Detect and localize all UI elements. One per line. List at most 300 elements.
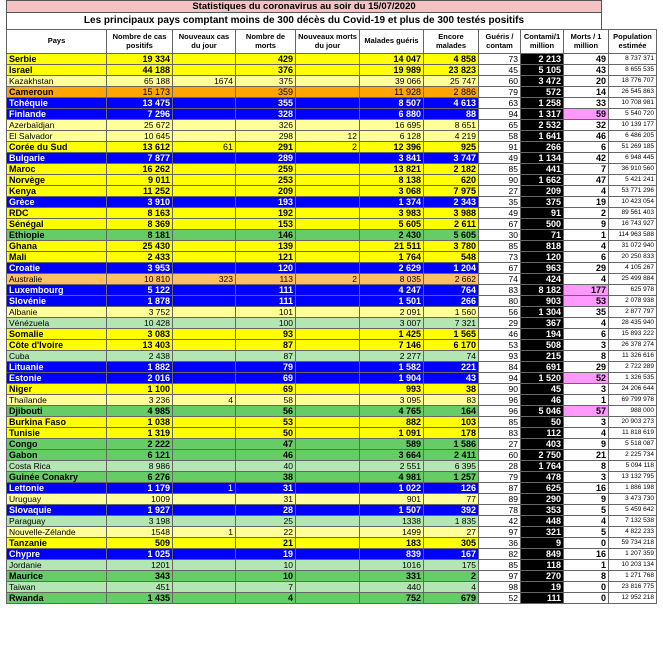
cell-cases-per-million: 963 [521,263,564,274]
cell-deaths: 87 [236,351,296,362]
table-row [7,494,657,505]
cell-still-sick: 1 204 [424,263,479,274]
table-row [7,197,657,208]
cell-cases: 10 428 [107,318,173,329]
table-row [7,351,657,362]
cell-deaths-per-million: 0 [564,582,609,593]
cell-new-cases [173,252,236,263]
cell-cases: 3 083 [107,329,173,340]
cell-cases-per-million: 46 [521,395,564,406]
cell-still-sick: 221 [424,362,479,373]
table-row [7,516,657,527]
cell-deaths-per-million: 7 [564,164,609,175]
cell-deaths-per-million: 4 [564,186,609,197]
cell-cases: 25 430 [107,241,173,252]
cell-country: Tunisie [7,428,107,439]
cell-still-sick: 4 219 [424,131,479,142]
cell-deaths: 139 [236,241,296,252]
cell-new-deaths [296,87,360,98]
cell-deaths: 101 [236,307,296,318]
cell-new-cases [173,439,236,450]
cell-deaths: 40 [236,461,296,472]
cell-cases-per-million: 266 [521,142,564,153]
cell-country: Paraguay [7,516,107,527]
cell-deaths-per-million: 9 [564,439,609,450]
cell-deaths: 253 [236,175,296,186]
cell-cases: 8 369 [107,219,173,230]
cell-new-cases [173,351,236,362]
cell-recovered-ratio: 74 [479,274,521,285]
cell-population: 24 206 644 [609,384,657,395]
cell-population: 988 000 [609,406,657,417]
cell-still-sick: 175 [424,560,479,571]
header-cases-per-million: Contami/1 million [521,30,564,54]
cell-recovered: 183 [360,538,424,549]
cell-country: Estonie [7,373,107,384]
cell-recovered: 4 765 [360,406,424,417]
cell-cases: 1 179 [107,483,173,494]
cell-population: 2 078 938 [609,296,657,307]
cell-cases: 10 645 [107,131,173,142]
cell-still-sick: 4 858 [424,54,479,65]
cell-recovered: 440 [360,582,424,593]
table-row [7,560,657,571]
table-row [7,87,657,98]
cell-deaths-per-million: 5 [564,527,609,538]
cell-recovered-ratio: 67 [479,263,521,274]
cell-still-sick: 2 611 [424,219,479,230]
cell-deaths-per-million: 49 [564,54,609,65]
cell-deaths: 100 [236,318,296,329]
cell-country: Cuba [7,351,107,362]
cell-recovered: 11 928 [360,87,424,98]
cell-still-sick: 3 988 [424,208,479,219]
cell-recovered-ratio: 29 [479,318,521,329]
cell-new-deaths [296,285,360,296]
table-row [7,384,657,395]
table-row [7,571,657,582]
cell-recovered-ratio: 49 [479,208,521,219]
cell-still-sick: 6 395 [424,461,479,472]
cell-deaths: 22 [236,527,296,538]
cell-new-cases [173,461,236,472]
table-row [7,505,657,516]
table-row [7,208,657,219]
cell-population: 5 518 087 [609,439,657,450]
cell-recovered: 8 035 [360,274,424,285]
cell-deaths: 31 [236,494,296,505]
cell-new-deaths [296,109,360,120]
cell-cases-per-million: 1 662 [521,175,564,186]
cell-population: 7 132 538 [609,516,657,527]
cell-recovered-ratio: 91 [479,142,521,153]
cell-new-deaths [296,318,360,329]
cell-recovered-ratio: 65 [479,120,521,131]
cell-cases: 1548 [107,527,173,538]
cell-deaths: 10 [236,571,296,582]
cell-recovered: 1 374 [360,197,424,208]
cell-recovered-ratio: 35 [479,197,521,208]
cell-deaths: 38 [236,472,296,483]
cell-country: Bulgarie [7,153,107,164]
cell-recovered: 2 277 [360,351,424,362]
cell-deaths: 111 [236,285,296,296]
cell-population: 16 743 927 [609,219,657,230]
cell-still-sick: 548 [424,252,479,263]
table-row [7,582,657,593]
cell-new-deaths [296,296,360,307]
cell-population: 8 737 371 [609,54,657,65]
table-row [7,417,657,428]
cell-country: Burkina Faso [7,417,107,428]
cell-cases: 1009 [107,494,173,505]
cell-deaths-per-million: 4 [564,428,609,439]
cell-population: 69 799 978 [609,395,657,406]
table-row [7,329,657,340]
cell-recovered-ratio: 85 [479,164,521,175]
cell-still-sick: 167 [424,549,479,560]
cell-cases-per-million: 424 [521,274,564,285]
cell-cases-per-million: 818 [521,241,564,252]
cell-deaths-per-million: 3 [564,417,609,428]
cell-still-sick: 25 747 [424,76,479,87]
cell-deaths: 259 [236,164,296,175]
cell-population: 10 203 134 [609,560,657,571]
cell-cases: 3 953 [107,263,173,274]
cell-recovered: 1 425 [360,329,424,340]
cell-still-sick: 43 [424,373,479,384]
cell-country: Lituanie [7,362,107,373]
cell-cases: 3 198 [107,516,173,527]
cell-still-sick: 764 [424,285,479,296]
cell-population: 20 250 833 [609,252,657,263]
cell-population: 1 207 359 [609,549,657,560]
cell-new-cases [173,472,236,483]
cell-country: Croatie [7,263,107,274]
table-row [7,340,657,351]
cell-new-cases [173,417,236,428]
cell-deaths: 121 [236,252,296,263]
table-row [7,439,657,450]
cell-cases-per-million: 1 304 [521,307,564,318]
cell-country: Kazakhstan [7,76,107,87]
cell-deaths-per-million: 29 [564,263,609,274]
cell-recovered: 2 430 [360,230,424,241]
sheet-subtitle: Les principaux pays comptant moins de 300 décès du Covid-19 et plus de 300 testés positifs [6,13,602,30]
cell-deaths-per-million: 42 [564,153,609,164]
cell-new-cases [173,582,236,593]
table-row [7,483,657,494]
cell-deaths-per-million: 33 [564,98,609,109]
cell-new-deaths [296,395,360,406]
cell-new-cases: 1 [173,483,236,494]
cell-new-cases [173,153,236,164]
cell-cases-per-million: 71 [521,230,564,241]
header-deaths-per-million: Morts / 1 million [564,30,609,54]
cell-deaths-per-million: 1 [564,560,609,571]
cell-new-deaths [296,538,360,549]
cell-new-cases [173,549,236,560]
cell-recovered-ratio: 97 [479,571,521,582]
cell-country: Tchéquie [7,98,107,109]
cell-deaths: 326 [236,120,296,131]
cell-deaths: 359 [236,87,296,98]
cell-country: Maurice [7,571,107,582]
cell-deaths: 7 [236,582,296,593]
cell-still-sick: 38 [424,384,479,395]
cell-recovered-ratio: 82 [479,549,521,560]
cell-new-cases [173,164,236,175]
table-row [7,164,657,175]
cell-population: 11 818 619 [609,428,657,439]
table-row [7,285,657,296]
table-row [7,406,657,417]
cell-still-sick: 1 560 [424,307,479,318]
cell-deaths-per-million: 19 [564,197,609,208]
cell-recovered-ratio: 27 [479,186,521,197]
cell-recovered-ratio: 73 [479,54,521,65]
cell-deaths: 58 [236,395,296,406]
table-row [7,538,657,549]
header-recovered-ratio: Guéris / contam [479,30,521,54]
cell-country: Uruguay [7,494,107,505]
cell-cases-per-million: 2 532 [521,120,564,131]
cell-cases-per-million: 353 [521,505,564,516]
cell-country: Lettonie [7,483,107,494]
cell-deaths: 46 [236,450,296,461]
cell-still-sick: 679 [424,593,479,604]
cell-new-deaths [296,241,360,252]
stats-table [6,29,657,604]
table-row [7,373,657,384]
cell-cases-per-million: 50 [521,417,564,428]
cell-cases-per-million: 1 258 [521,98,564,109]
cell-population: 53 771 296 [609,186,657,197]
cell-recovered-ratio: 56 [479,307,521,318]
table-row [7,593,657,604]
cell-population: 31 072 940 [609,241,657,252]
cell-recovered: 901 [360,494,424,505]
cell-deaths: 375 [236,76,296,87]
cell-still-sick: 2 662 [424,274,479,285]
cell-new-cases: 61 [173,142,236,153]
cell-deaths-per-million: 16 [564,549,609,560]
cell-country: Djibouti [7,406,107,417]
cell-new-cases [173,131,236,142]
table-row [7,296,657,307]
header-cases: Nombre de cas positifs [107,30,173,54]
cell-recovered: 6 880 [360,109,424,120]
cell-deaths: 47 [236,439,296,450]
cell-country: Slovaquie [7,505,107,516]
cell-recovered-ratio: 83 [479,428,521,439]
cell-recovered: 2 551 [360,461,424,472]
cell-recovered: 3 841 [360,153,424,164]
cell-deaths: 192 [236,208,296,219]
cell-cases-per-million: 478 [521,472,564,483]
cell-new-cases [173,373,236,384]
cell-recovered: 993 [360,384,424,395]
cell-recovered-ratio: 78 [479,505,521,516]
cell-new-deaths [296,472,360,483]
cell-deaths: 19 [236,549,296,560]
cell-country: El Salvador [7,131,107,142]
cell-country: Azerbaïdjan [7,120,107,131]
cell-still-sick: 2 [424,571,479,582]
cell-population: 23 816 775 [609,582,657,593]
cell-still-sick: 392 [424,505,479,516]
cell-cases-per-million: 9 [521,538,564,549]
cell-deaths-per-million: 57 [564,406,609,417]
cell-recovered: 1 764 [360,252,424,263]
cell-population: 13 132 795 [609,472,657,483]
table-row [7,186,657,197]
cell-new-cases [173,54,236,65]
cell-new-cases [173,406,236,417]
cell-deaths-per-million: 32 [564,120,609,131]
cell-recovered: 839 [360,549,424,560]
cell-new-deaths [296,197,360,208]
cell-deaths: 289 [236,153,296,164]
cell-recovered-ratio: 96 [479,406,521,417]
cell-recovered: 39 066 [360,76,424,87]
cell-country: Finlande [7,109,107,120]
cell-population: 6 948 445 [609,153,657,164]
cell-still-sick: 620 [424,175,479,186]
cell-population: 18 776 707 [609,76,657,87]
cell-country: Australie [7,274,107,285]
cell-new-deaths [296,417,360,428]
cell-new-cases [173,318,236,329]
cell-new-cases [173,494,236,505]
cell-new-cases [173,98,236,109]
cell-population: 4 105 267 [609,263,657,274]
table-row [7,307,657,318]
table-row [7,120,657,131]
cell-population: 5 540 720 [609,109,657,120]
cell-recovered: 19 989 [360,65,424,76]
cell-population: 114 963 588 [609,230,657,241]
cell-country: RDC [7,208,107,219]
cell-country: Nouvelle-Zélande [7,527,107,538]
cell-still-sick: 77 [424,494,479,505]
table-row [7,274,657,285]
cell-cases: 1 319 [107,428,173,439]
cell-country: Rwanda [7,593,107,604]
cell-new-deaths [296,494,360,505]
cell-new-cases [173,263,236,274]
cell-new-cases [173,186,236,197]
table-row [7,142,657,153]
cell-country: Corée du Sud [7,142,107,153]
cell-deaths: 69 [236,384,296,395]
cell-deaths: 56 [236,406,296,417]
cell-new-cases [173,516,236,527]
cell-new-cases [173,65,236,76]
cell-new-deaths [296,571,360,582]
cell-new-deaths [296,439,360,450]
cell-cases: 343 [107,571,173,582]
cell-deaths: 31 [236,483,296,494]
table-row [7,252,657,263]
cell-new-deaths [296,340,360,351]
cell-population: 26 545 863 [609,87,657,98]
cell-recovered-ratio: 49 [479,153,521,164]
cell-population: 1 326 535 [609,373,657,384]
cell-recovered: 4 981 [360,472,424,483]
cell-deaths-per-million: 3 [564,472,609,483]
cell-cases: 4 985 [107,406,173,417]
cell-deaths-per-million: 0 [564,538,609,549]
cell-new-cases: 4 [173,395,236,406]
cell-deaths-per-million: 47 [564,175,609,186]
cell-recovered-ratio: 52 [479,593,521,604]
cell-new-cases [173,296,236,307]
table-row [7,76,657,87]
cell-deaths: 193 [236,197,296,208]
cell-recovered-ratio: 93 [479,351,521,362]
cell-population: 2 225 734 [609,450,657,461]
cell-still-sick: 3 747 [424,153,479,164]
header-still-sick: Encore malades [424,30,479,54]
cell-cases: 9 011 [107,175,173,186]
cell-new-cases [173,120,236,131]
cell-new-cases [173,593,236,604]
header-row [7,30,657,54]
cell-new-deaths [296,582,360,593]
cell-deaths-per-million: 3 [564,340,609,351]
cell-recovered-ratio: 80 [479,296,521,307]
cell-still-sick: 103 [424,417,479,428]
cell-deaths: 209 [236,186,296,197]
cell-recovered: 589 [360,439,424,450]
cell-still-sick: 2 886 [424,87,479,98]
cell-population: 12 952 218 [609,593,657,604]
cell-recovered: 1 582 [360,362,424,373]
cell-new-cases [173,197,236,208]
cell-country: Jordanie [7,560,107,571]
cell-new-deaths: 2 [296,274,360,285]
cell-recovered-ratio: 96 [479,395,521,406]
cell-cases-per-million: 903 [521,296,564,307]
cell-still-sick: 126 [424,483,479,494]
cell-deaths-per-million: 16 [564,483,609,494]
cell-cases-per-million: 1 317 [521,109,564,120]
cell-country: Niger [7,384,107,395]
cell-new-cases: 1674 [173,76,236,87]
cell-cases: 1 025 [107,549,173,560]
cell-cases-per-million: 5 105 [521,65,564,76]
cell-still-sick: 5 605 [424,230,479,241]
cell-deaths-per-million: 35 [564,307,609,318]
cell-cases-per-million: 111 [521,593,564,604]
cell-country: Thaïlande [7,395,107,406]
cell-cases: 509 [107,538,173,549]
cell-recovered: 1 022 [360,483,424,494]
cell-cases: 6 121 [107,450,173,461]
cell-still-sick: 266 [424,296,479,307]
cell-population: 15 893 222 [609,329,657,340]
cell-cases: 13 403 [107,340,173,351]
cell-still-sick: 8 651 [424,120,479,131]
cell-cases-per-million: 5 046 [521,406,564,417]
table-row [7,98,657,109]
cell-new-deaths [296,351,360,362]
cell-country: Grèce [7,197,107,208]
cell-recovered: 1 507 [360,505,424,516]
cell-recovered-ratio: 79 [479,472,521,483]
cell-recovered-ratio: 53 [479,340,521,351]
